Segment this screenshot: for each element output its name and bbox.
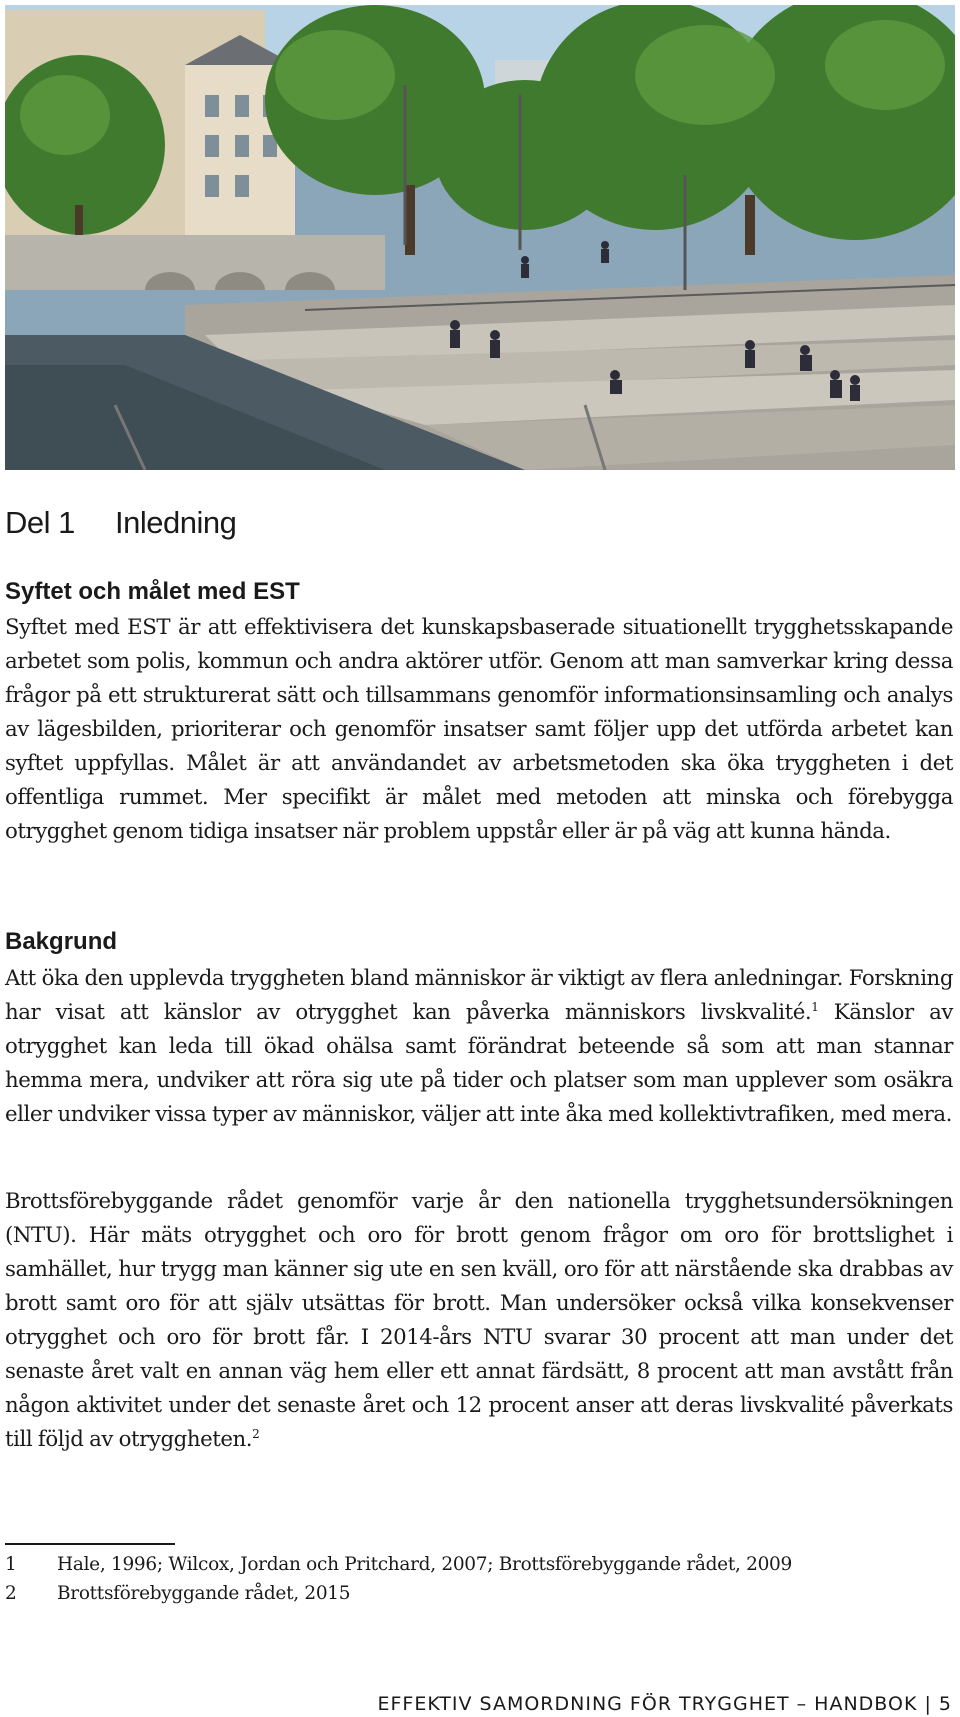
section-heading-bakgrund: Bakgrund — [5, 928, 118, 955]
body-paragraph-bakgrund-1 — [5, 962, 953, 1132]
body-paragraph-syftet: Syftet med EST är att effektivisera det kunskapsbaserade situationellt trygghetsskapande arbetet som polis, kommun och andra aktörer utför. Genom att man samverkar kring dessa frågor på ett strukturerat sätt och tillsammans genomför informationsinsamling och analys av lägesbilden, prioriterar och genomför insatser samt följer upp det utförda arbetet kan syftet uppfyllas. Målet är att användandet av arbetsmetoden ska öka tryggheten i det offentliga rummet. Mer specifikt är målet med metoden att minska och förebygga otrygghet genom tidiga insatser när problem uppstår eller är på väg att kunna hända. — [5, 615, 953, 844]
chapter-title: Inledning — [115, 505, 237, 540]
footnote-divider — [5, 1543, 175, 1545]
footnote-2 — [5, 1583, 350, 1604]
river-waterfront-photo — [5, 5, 955, 470]
paragraph-text: Att öka den upplevda tryggheten bland människor är viktigt av flera anledningar. Forskning har visat att känslor av otrygghet kan påverka människors livskvalité. — [5, 966, 953, 1025]
footnote-number: 2 — [5, 1583, 17, 1604]
footnote-1 — [5, 1554, 792, 1575]
footnote-ref-1: 1 — [811, 999, 819, 1014]
paragraph-text: Brottsförebyggande rådet genomför varje år den nationella trygghetsundersökningen (NTU). Här mäts otrygghet och oro för brott genom frågor om oro för brottslighet i samhället, hur trygg man känner sig ute en sen kväll, oro för att närstående ska drabbas av brott samt oro för att själv utsättas för brott. Man undersöker också vilka konsekvenser otrygghet och oro för brott får. I 2014-års NTU svarar 30 procent att man under det senaste året valt en annan väg hem eller ett annat färdsätt, 8 procent att man avstått från någon aktivitet under det senaste året och 12 procent anser att deras livskvalité påverkats till följd av otryggheten. — [5, 1189, 953, 1452]
running-footer: EFFEKTIV SAMORDNING FÖR TRYGGHET – HANDBOK | 5 — [377, 1693, 952, 1715]
chapter-number: Del 1 — [5, 505, 75, 540]
body-paragraph-bakgrund-2 — [5, 1185, 953, 1457]
section-heading-syftet: Syftet och målet med EST — [5, 578, 300, 605]
photo-illustration — [5, 5, 955, 470]
footnote-text: Hale, 1996; Wilcox, Jordan och Pritchard, 2007; Brottsförebyggande rådet, 2009 — [57, 1554, 793, 1575]
footnote-number: 1 — [5, 1554, 17, 1575]
footnote-ref-2: 2 — [252, 1426, 260, 1441]
paragraph-text: Känslor av otrygghet kan leda till ökad ohälsa samt förändrat beteende så som att man stannar hemma mera, undviker att röra sig ute på tider och platser som man upplever som osäkra eller undviker vissa typer av människor, väljer att inte åka med kollektivtrafiken, med mera. — [5, 1000, 953, 1127]
chapter-heading — [5, 505, 236, 541]
footnote-text: Brottsförebyggande rådet, 2015 — [57, 1583, 351, 1604]
